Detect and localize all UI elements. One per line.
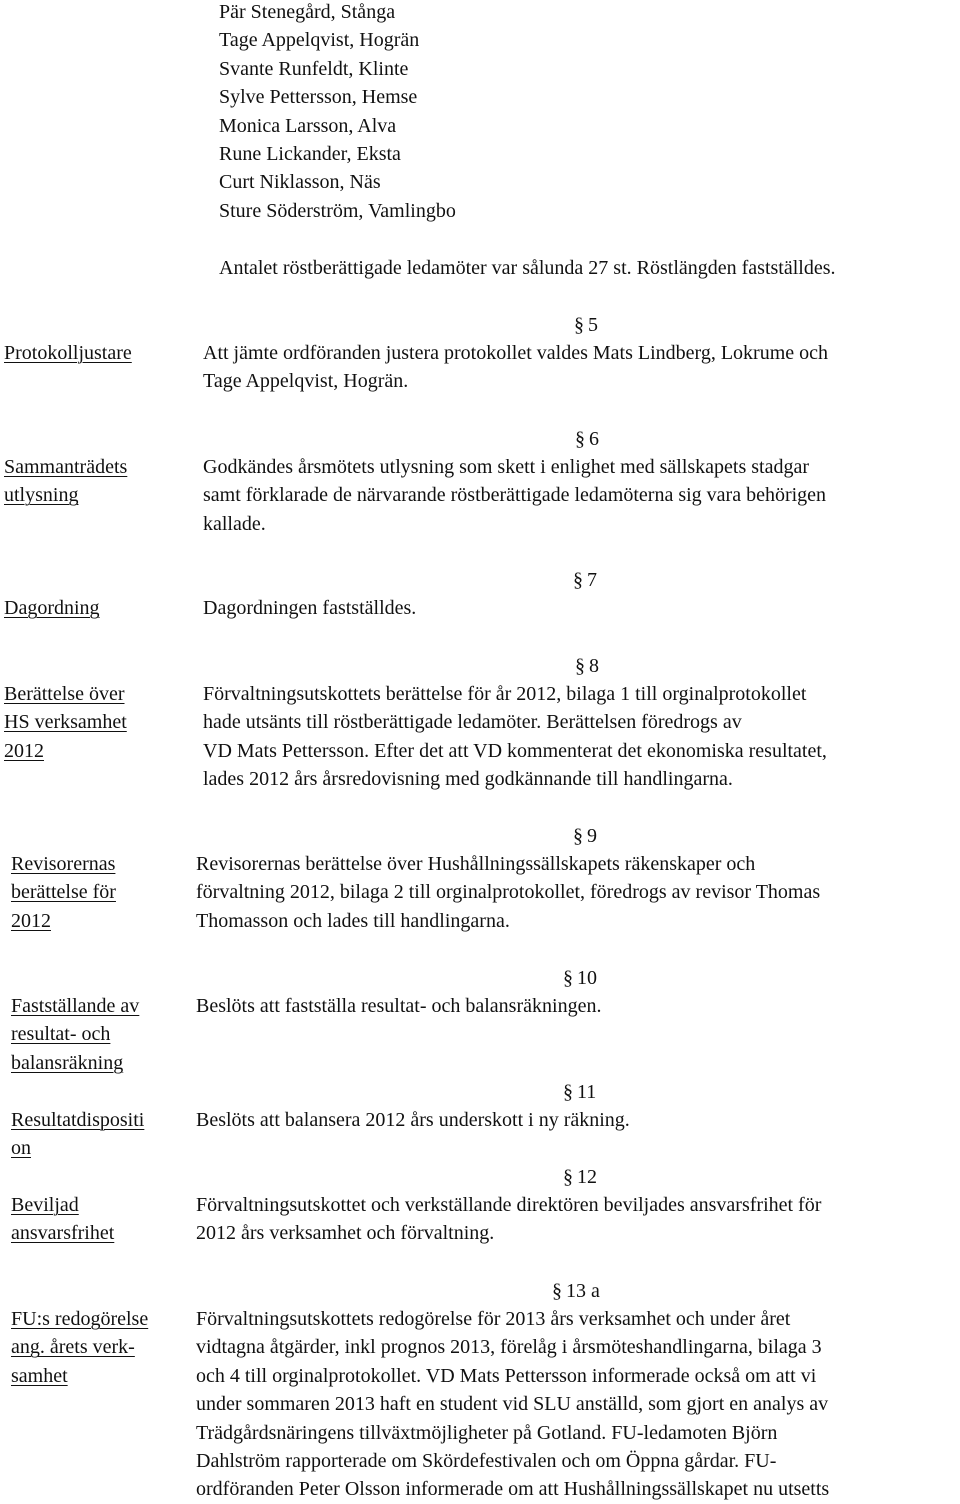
member-line: Rune Lickander, Eksta (219, 143, 401, 166)
section-10-body: Beslöts att fastställa resultat- och balansräkningen. (196, 995, 602, 1017)
section-11-heading: § 11 (563, 1081, 597, 1103)
section-6-heading: § 6 (575, 428, 599, 450)
member-line: Monica Larsson, Alva (219, 114, 397, 137)
member-line: Svante Runfeldt, Klinte (219, 57, 409, 80)
section-8-heading: § 8 (575, 655, 599, 677)
section-8-body: Förvaltningsutskottets berättelse för år 2012, bilaga 1 till orginalprotokollet hade utsänts till röstberättigade ledamöter. Berättelsen föredrogs av VD Mats Pettersson. Efter det att VD kommenterat det ekonomiska resultatet, lades 2012 års årsredovisning med godkännande till handlingarna. (203, 683, 827, 791)
member-line: Pär Stenegård, Stånga (219, 1, 396, 23)
section-5-body: Att jämte ordföranden justera protokollet valdes Mats Lindberg, Lokrume och Tage Appelqvist, Hogrän. (203, 342, 829, 393)
section-11-body: Beslöts att balansera 2012 års underskott i ny räkning. (196, 1109, 630, 1131)
section-13a-heading: § 13 a (552, 1280, 600, 1302)
section-5-label: Protokolljustare (4, 342, 132, 364)
member-line: Tage Appelqvist, Hogrän (219, 29, 420, 52)
section-10-heading: § 10 (563, 967, 597, 989)
section-9-heading: § 9 (573, 825, 597, 847)
member-line: Sture Söderström, Vamlingbo (219, 199, 456, 222)
section-5-heading: § 5 (574, 314, 598, 336)
section-9-label: Revisorernas berättelse för 2012 (11, 853, 116, 932)
section-13a-body: Förvaltningsutskottets redogörelse för 2013 års verksamhet och under året vidtagna åtgärder, inkl prognos 2013, förelåg i årsmöteshandlingarna, bilaga 3 och 4 till orginalprotokollet. VD Mats Pettersson informerade också om att vi under sommaren 2013 haft en student vid SLU anställd, som gjort en analys av Trädgårdsnäringens tillväxtmöjligheter på Gotland. FU-ledamoten Björn Dahlström rapporterade om Skördefestivalen och om Öppna gårdar. FU- ordföranden Peter Olsson informerade om att Hushållningssällskapet nu utsetts (196, 1308, 830, 1501)
section-12-heading: § 12 (563, 1166, 597, 1188)
section-7-body: Dagordningen fastställdes. (203, 597, 417, 619)
section-12-label: Beviljad ansvarsfrihet (11, 1194, 115, 1245)
section-10-label: Fastställande av resultat- och balansräkning (11, 995, 140, 1074)
section-6-body: Godkändes årsmötets utlysning som skett i enlighet med sällskapets stadgar samt förklarade de närvarande röstberättigade ledamöterna sig vara behörigen kallade. (203, 456, 827, 535)
vote-count-text: Antalet röstberättigade ledamöter var sålunda 27 st. Röstlängden fastställdes. (219, 257, 836, 279)
section-12-body: Förvaltningsutskottet och verkställande direktören beviljades ansvarsfrihet för 2012 års verksamhet och förvaltning. (196, 1194, 822, 1245)
member-line: Sylve Pettersson, Hemse (219, 86, 418, 109)
member-list (219, 0, 456, 225)
section-13a-label: FU:s redogörelse ang. årets verk- samhet (11, 1308, 149, 1387)
section-7-label: Dagordning (4, 597, 100, 619)
member-line: Curt Niklasson, Näs (219, 171, 381, 194)
section-8-label: Berättelse över HS verksamhet 2012 (4, 683, 127, 762)
section-7-heading: § 7 (573, 569, 597, 591)
section-9-body: Revisorernas berättelse över Hushållningssällskapets räkenskaper och förvaltning 2012, bilaga 2 till orginalprotokollet, föredrogs av revisor Thomas Thomasson och lades till handlingarna. (196, 853, 821, 932)
section-6-label: Sammanträdets utlysning (4, 456, 128, 507)
section-11-label: Resultatdispositi on (11, 1109, 145, 1160)
